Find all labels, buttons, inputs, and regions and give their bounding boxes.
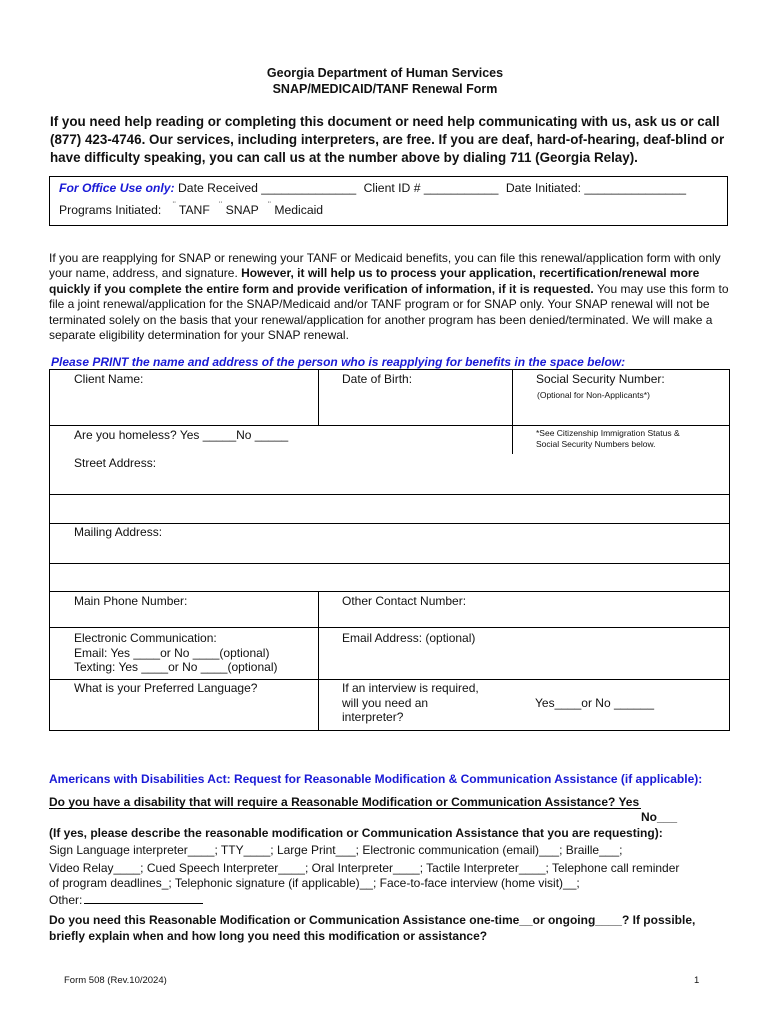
street-address-field[interactable]: Street Address: (74, 456, 157, 470)
programs-initiated-label: Programs Initiated: (59, 203, 162, 217)
program-label: TANF (178, 203, 210, 217)
date-initiated-field[interactable]: Date Initiated: _______________ (505, 181, 687, 195)
client-id-field[interactable]: Client ID # ___________ (363, 181, 499, 195)
intro-part-2: You may use this form to file a joint renewal/application for the SNAP/Medicaid and/or TANF program or for SNAP only. Your SNAP renewal will not be terminated solely on the basis that your renewal/application for another program has been denied/terminated. We will make a separate eligibility determination for your SNAP renewal. (49, 281, 729, 343)
ada-other-field[interactable] (49, 892, 739, 909)
client-name-field[interactable]: Client Name: (74, 372, 144, 386)
citizenship-note (536, 428, 680, 450)
help-notice: If you need help reading or completing this document or need help communicating with us, ask us or call (877) 423-4746. Our services, including interpreters, are free. If you are deaf, hard-of-hearing, deaf-blind or have difficulty speaking, you can call us at the number above by dialing 711 (Georgia Relay). (50, 114, 725, 165)
preferred-language-field[interactable]: What is your Preferred Language? (74, 681, 258, 695)
ada-heading: Americans with Disabilities Act: Request for Reasonable Modification & Communication Assistance (if applicable): (49, 772, 703, 786)
ada-options[interactable] (49, 843, 739, 908)
page-number: 1 (694, 975, 700, 986)
main-phone-field[interactable]: Main Phone Number: (74, 594, 188, 608)
email-address-field[interactable]: Email Address: (optional) (342, 631, 476, 645)
print-instruction: Please PRINT the name and address of the person who is reapplying for benefits in the space below: (51, 355, 626, 369)
ada-duration-line: Do you need this Reasonable Modification or Communication Assistance one-time__or ongoing____? If possible, (49, 913, 696, 927)
ada-duration-line: briefly explain when and how long you need this modification or assistance? (49, 928, 488, 943)
ssn-note: (Optional for Non-Applicants*) (537, 390, 650, 400)
office-use-label: For Office Use only: (59, 181, 175, 195)
medicaid-checkbox[interactable] (267, 200, 324, 217)
interpreter-answer[interactable]: Yes____or No ______ (535, 696, 654, 710)
electronic-communication[interactable] (74, 631, 277, 675)
ssn-field[interactable]: Social Security Number: (536, 372, 665, 386)
interpreter-line: If an interview is required, (342, 681, 479, 695)
electronic-line: Email: Yes ____or No ____(optional) (74, 645, 270, 660)
interpreter-question (342, 681, 479, 725)
electronic-line: Texting: Yes ____or No ____(optional) (74, 660, 278, 674)
checkbox-icon: ¨ (219, 200, 223, 210)
office-use-box (49, 176, 728, 226)
ada-underline (49, 808, 641, 809)
ada-other-label: Other: (49, 892, 83, 907)
citizenship-note-line: Social Security Numbers below. (536, 439, 656, 449)
checkbox-icon: ¨ (172, 200, 176, 210)
electronic-line: Electronic Communication: (74, 631, 217, 645)
checkbox-icon: ¨ (267, 200, 271, 210)
other-contact-field[interactable]: Other Contact Number: (342, 594, 467, 608)
ada-options-line: Video Relay____; Cued Speech Interpreter____; Oral Interpreter____; Tactile Interpreter____; Telephone call reminder (49, 860, 680, 875)
homeless-question[interactable]: Are you homeless? Yes _____No _____ (74, 428, 289, 442)
snap-checkbox[interactable] (219, 200, 259, 217)
dob-field[interactable]: Date of Birth: (342, 372, 413, 386)
intro-bold: However, it will help us to process your application, recertification/renewal more quickly if you complete the entire form and provide verification of information, if it is requested. (49, 266, 700, 296)
ada-duration[interactable] (49, 913, 739, 944)
ada-options-line: of program deadlines_; Telephonic signature (if applicable)__; Face-to-face interview (home visit)__; (49, 876, 580, 891)
program-label: SNAP (225, 203, 259, 217)
interpreter-line: interpreter? (342, 710, 404, 724)
ada-no-answer[interactable]: No___ (641, 810, 678, 824)
mailing-address-field[interactable]: Mailing Address: (74, 525, 163, 539)
citizenship-note-line: *See Citizenship Immigration Status & (536, 428, 680, 438)
form-title: SNAP/MEDICAID/TANF Renewal Form (272, 82, 498, 96)
ada-describe: (If yes, please describe the reasonable modification or Communication Assistance that you are requesting): (49, 826, 663, 840)
agency-name: Georgia Department of Human Services (266, 66, 504, 80)
program-label: Medicaid (274, 203, 324, 217)
form-number: Form 508 (Rev.10/2024) (64, 975, 167, 986)
tanf-checkbox[interactable] (172, 200, 210, 217)
ada-question: Do you have a disability that will require a Reasonable Modification or Communication Assistance? Yes (49, 795, 640, 809)
intro-paragraph (49, 251, 733, 343)
client-info-table (49, 369, 730, 731)
date-received-field[interactable]: Date Received ______________ (177, 181, 357, 195)
ada-options-line: Sign Language interpreter____; TTY____; Large Print___; Electronic communication (email)___; Braille___; (49, 843, 623, 857)
intro-part-1: If you are reapplying for SNAP or renewing your TANF or Medicaid benefits, you can file this renewal/application form with only your name, address, and signature. (49, 251, 721, 281)
interpreter-line: will you need an (342, 695, 429, 710)
